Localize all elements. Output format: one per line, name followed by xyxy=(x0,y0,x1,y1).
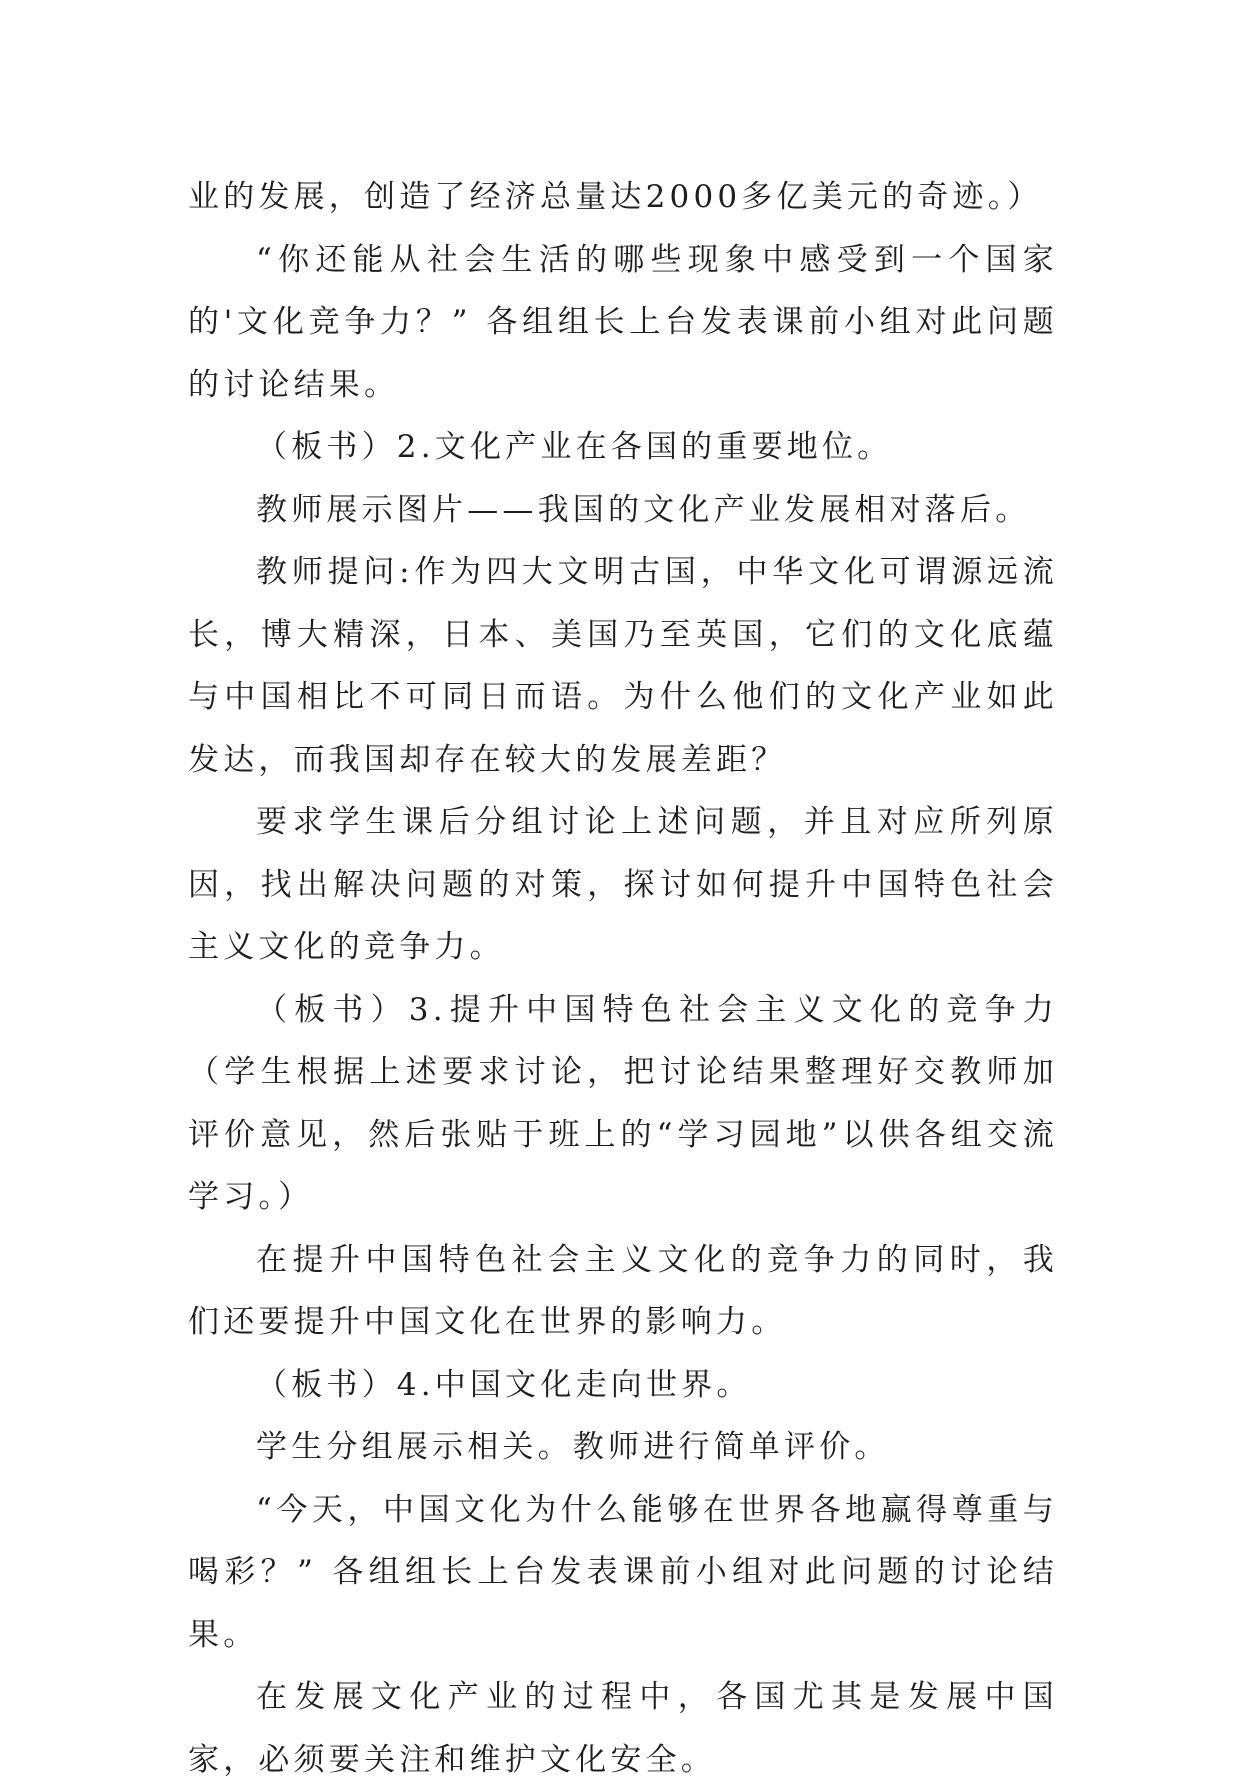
paragraph-teacher-question: 教师提问:作为四大文明古国，中华文化可谓源远流长，博大精深，日本、美国乃至英国，它们的文化底蕴与中国相比不可同日而语。为什么他们的文化产业如此发达，而我国却存在较大的发展差距？ xyxy=(188,554,1058,778)
paragraph-continuation: 业的发展，创造了经济总量达2000多亿美元的奇迹。） xyxy=(188,179,1043,215)
paragraph-question-culture-competitiveness: “你还能从社会生活的哪些现象中感受到一个国家的'文化竞争力？” 各组组长上台发表课前小组对此问题的讨论结果。 xyxy=(188,241,1058,403)
paragraph-group-presentation: 学生分组展示相关。教师进行简单评价。 xyxy=(256,1429,890,1465)
paragraph-student-discussion: 要求学生课后分组讨论上述问题，并且对应所列原因，找出解决问题的对策，探讨如何提升中国特色社会主义文化的竞争力。 xyxy=(188,804,1058,965)
paragraph-board-note-2: （板书）2.文化产业在各国的重要地位。 xyxy=(256,429,893,465)
paragraph-cultural-security: 在发展文化产业的过程中，各国尤其是发展中国家，必须要关注和维护文化安全。 xyxy=(188,1679,1058,1778)
paragraph-question-respect: “今天，中国文化为什么能够在世界各地赢得尊重与喝彩？” 各组组长上台发表课前小组对此问题的讨论结果。 xyxy=(188,1491,1058,1653)
paragraph-teacher-shows-pictures: 教师展示图片——我国的文化产业发展相对落后。 xyxy=(256,491,1031,528)
paragraph-influence: 在提升中国特色社会主义文化的竞争力的同时，我们还要提升中国文化在世界的影响力。 xyxy=(188,1241,1058,1340)
paragraph-board-note-3: （板书）3.提升中国特色社会主义文化的竞争力（学生根据上述要求讨论，把讨论结果整理好交教师加评价意见，然后张贴于班上的“学习园地”以供各组交流学习。） xyxy=(188,991,1058,1215)
paragraph-board-note-4: （板书）4.中国文化走向世界。 xyxy=(256,1366,752,1403)
document-body xyxy=(188,166,1058,1791)
